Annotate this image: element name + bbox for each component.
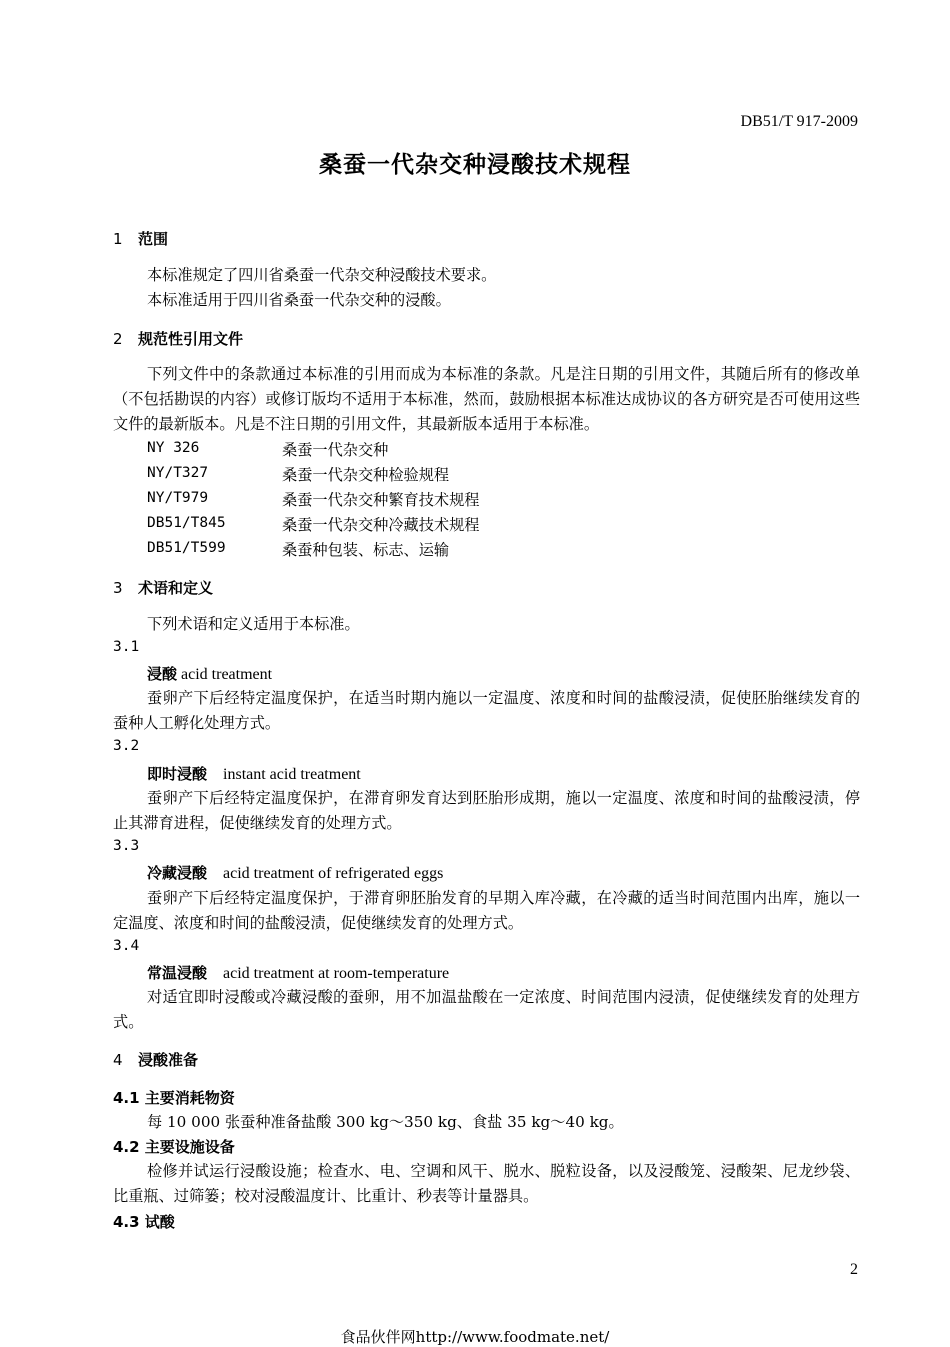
term-definition: 蚕卵产下后经特定温度保护，在滞育卵发育达到胚胎形成期，施以一定温度、浓度和时间的盐酸浸渍，停止其滞育进程，促使继续发育的处理方式。 xyxy=(113,789,860,832)
section-title: 范围 xyxy=(138,230,169,248)
clause-number: 3.1 xyxy=(113,639,140,655)
section-1-heading xyxy=(113,228,168,249)
section-title: 术语和定义 xyxy=(138,579,214,597)
term-definition: 蚕卵产下后经特定温度保护，于滞育卵胚胎发育的早期入库冷藏，在冷藏的适当时间范围内出库，施以一定温度、浓度和时间的盐酸浸渍，促使继续发育的处理方式。 xyxy=(113,889,860,932)
paragraph: 本标准适用于四川省桑蚕一代杂交种的浸酸。 xyxy=(147,291,451,309)
page-number: 2 xyxy=(850,1261,858,1278)
ref-title: 桑蚕一代杂交种检验规程 xyxy=(282,466,450,484)
document-title: 桑蚕一代杂交种浸酸技术规程 xyxy=(319,152,631,178)
term-heading xyxy=(147,862,443,883)
clause-number: 3.4 xyxy=(113,938,140,954)
paragraph: 下列文件中的条款通过本标准的引用而成为本标准的条款。凡是注日期的引用文件，其随后所有的修改单（不包括勘误的内容）或修订版均不适用于本标准，然而，鼓励根据本标准达成协议的各方研究是否可使用这些文件的最新版本。凡是不注日期的引用文件，其最新版本适用于本标准。 xyxy=(113,365,860,433)
ref-code: DB51/T845 xyxy=(147,515,226,531)
section-3-heading xyxy=(113,577,213,598)
term-heading xyxy=(147,663,272,684)
subsection-heading: 4.1 主要消耗物资 xyxy=(113,1089,235,1107)
paragraph: 本标准规定了四川省桑蚕一代杂交种浸酸技术要求。 xyxy=(147,266,497,284)
ref-title: 桑蚕一代杂交种 xyxy=(282,441,389,459)
term-en: acid treatment xyxy=(181,666,273,683)
section-2-heading xyxy=(113,328,243,349)
ref-title: 桑蚕种包装、标志、运输 xyxy=(282,541,450,559)
footer-watermark: 食品伙伴网http://www.foodmate.net/ xyxy=(340,1328,610,1346)
clause-number: 3.3 xyxy=(113,838,140,854)
term-en: instant acid treatment xyxy=(223,766,361,783)
ref-code: DB51/T599 xyxy=(147,540,226,556)
term-en: acid treatment at room-temperature xyxy=(223,965,450,982)
section-number: 3 xyxy=(113,579,123,597)
ref-code: NY/T327 xyxy=(147,465,209,481)
ref-code: NY 326 xyxy=(147,440,200,456)
subsection-heading: 4.2 主要设施设备 xyxy=(113,1138,235,1156)
term-definition: 对适宜即时浸酸或冷藏浸酸的蚕卵，用不加温盐酸在一定浓度、时间范围内浸渍，促使继续发育的处理方式。 xyxy=(113,988,860,1031)
term-en: acid treatment of refrigerated eggs xyxy=(223,865,444,882)
paragraph: 每 10 000 张蚕种准备盐酸 300 kg～350 kg、食盐 35 kg～40 kg。 xyxy=(147,1113,624,1131)
paragraph: 检修并试运行浸酸设施；检查水、电、空调和风干、脱水、脱粒设备，以及浸酸笼、浸酸架、尼龙纱袋、比重瓶、过筛篓；校对浸酸温度计、比重计、秒表等计量器具。 xyxy=(113,1162,860,1205)
section-4-heading xyxy=(113,1049,198,1070)
term-cn: 冷藏浸酸 xyxy=(147,864,208,882)
section-number: 2 xyxy=(113,330,123,348)
term-definition: 蚕卵产下后经特定温度保护，在适当时期内施以一定温度、浓度和时间的盐酸浸渍，促使胚胎继续发育的蚕种人工孵化处理方式。 xyxy=(113,689,860,732)
term-cn: 即时浸酸 xyxy=(147,765,208,783)
section-number: 1 xyxy=(113,230,123,248)
section-title: 浸酸准备 xyxy=(138,1051,199,1069)
term-cn: 常温浸酸 xyxy=(147,964,208,982)
document-code: DB51/T 917-2009 xyxy=(740,113,858,130)
subsection-heading: 4.3 试酸 xyxy=(113,1213,175,1231)
term-heading xyxy=(147,763,361,784)
ref-code: NY/T979 xyxy=(147,490,209,506)
ref-title: 桑蚕一代杂交种冷藏技术规程 xyxy=(282,516,480,534)
term-cn: 浸酸 xyxy=(147,665,178,683)
section-title: 规范性引用文件 xyxy=(138,330,244,348)
clause-number: 3.2 xyxy=(113,738,140,754)
term-heading xyxy=(147,962,449,983)
paragraph: 下列术语和定义适用于本标准。 xyxy=(147,615,360,633)
section-number: 4 xyxy=(113,1051,123,1069)
ref-title: 桑蚕一代杂交种繁育技术规程 xyxy=(282,491,480,509)
